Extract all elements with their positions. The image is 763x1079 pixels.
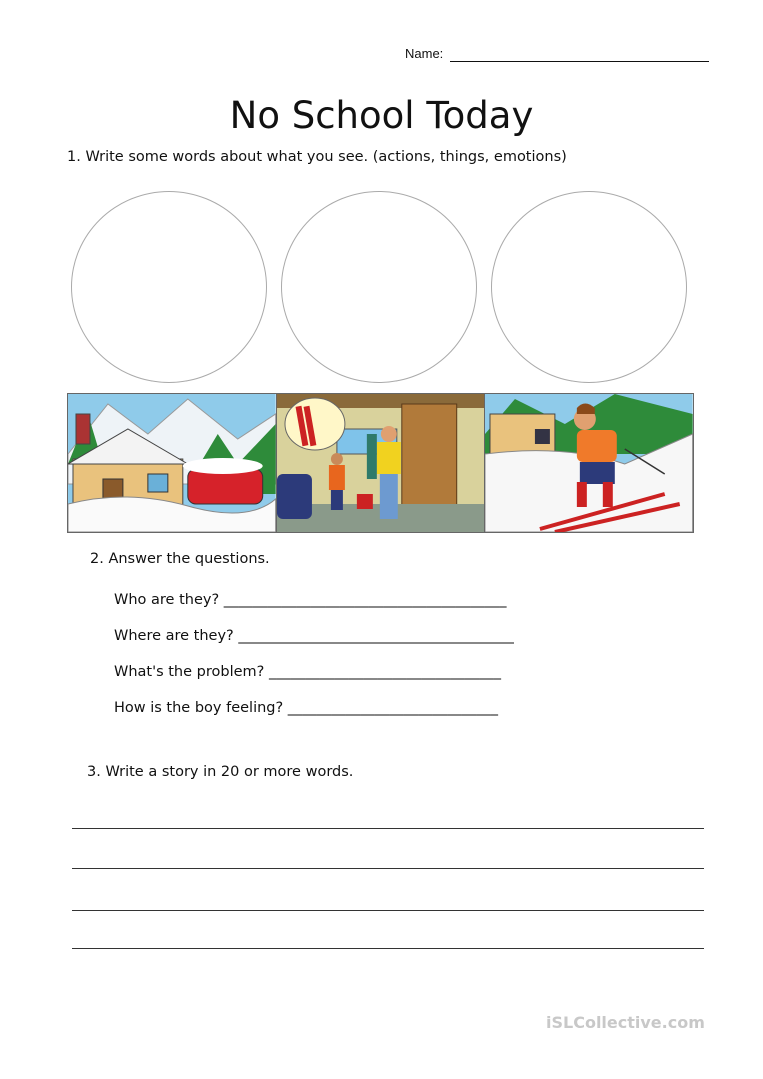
page-title: No School Today [229, 94, 534, 137]
watermark: iSLCollective.com [546, 1013, 705, 1032]
question-where[interactable]: Where are they? ______________________________________ [114, 628, 514, 644]
name-field-line[interactable] [450, 61, 709, 62]
section2-prompt: 2. Answer the questions. [90, 551, 270, 567]
answer-circle-1[interactable] [71, 191, 267, 383]
comic-panel-indoors [277, 394, 486, 532]
comic-panel-house-snow [68, 394, 277, 532]
section3-prompt: 3. Write a story in 20 or more words. [87, 764, 354, 780]
story-line-4[interactable] [72, 948, 704, 949]
question-feeling[interactable]: How is the boy feeling? _____________________________ [114, 700, 499, 716]
section1-prompt: 1. Write some words about what you see. (actions, things, emotions) [67, 149, 567, 165]
answer-circle-3[interactable] [491, 191, 687, 383]
story-line-3[interactable] [72, 910, 704, 911]
comic-strip [67, 393, 694, 533]
story-line-2[interactable] [72, 868, 704, 869]
comic-panel-skiing [485, 394, 693, 532]
story-line-1[interactable] [72, 828, 704, 829]
name-label: Name: [405, 46, 444, 61]
question-problem[interactable]: What's the problem? ________________________________ [114, 664, 501, 680]
answer-circle-2[interactable] [281, 191, 477, 383]
question-who[interactable]: Who are they? _______________________________________ [114, 592, 507, 608]
